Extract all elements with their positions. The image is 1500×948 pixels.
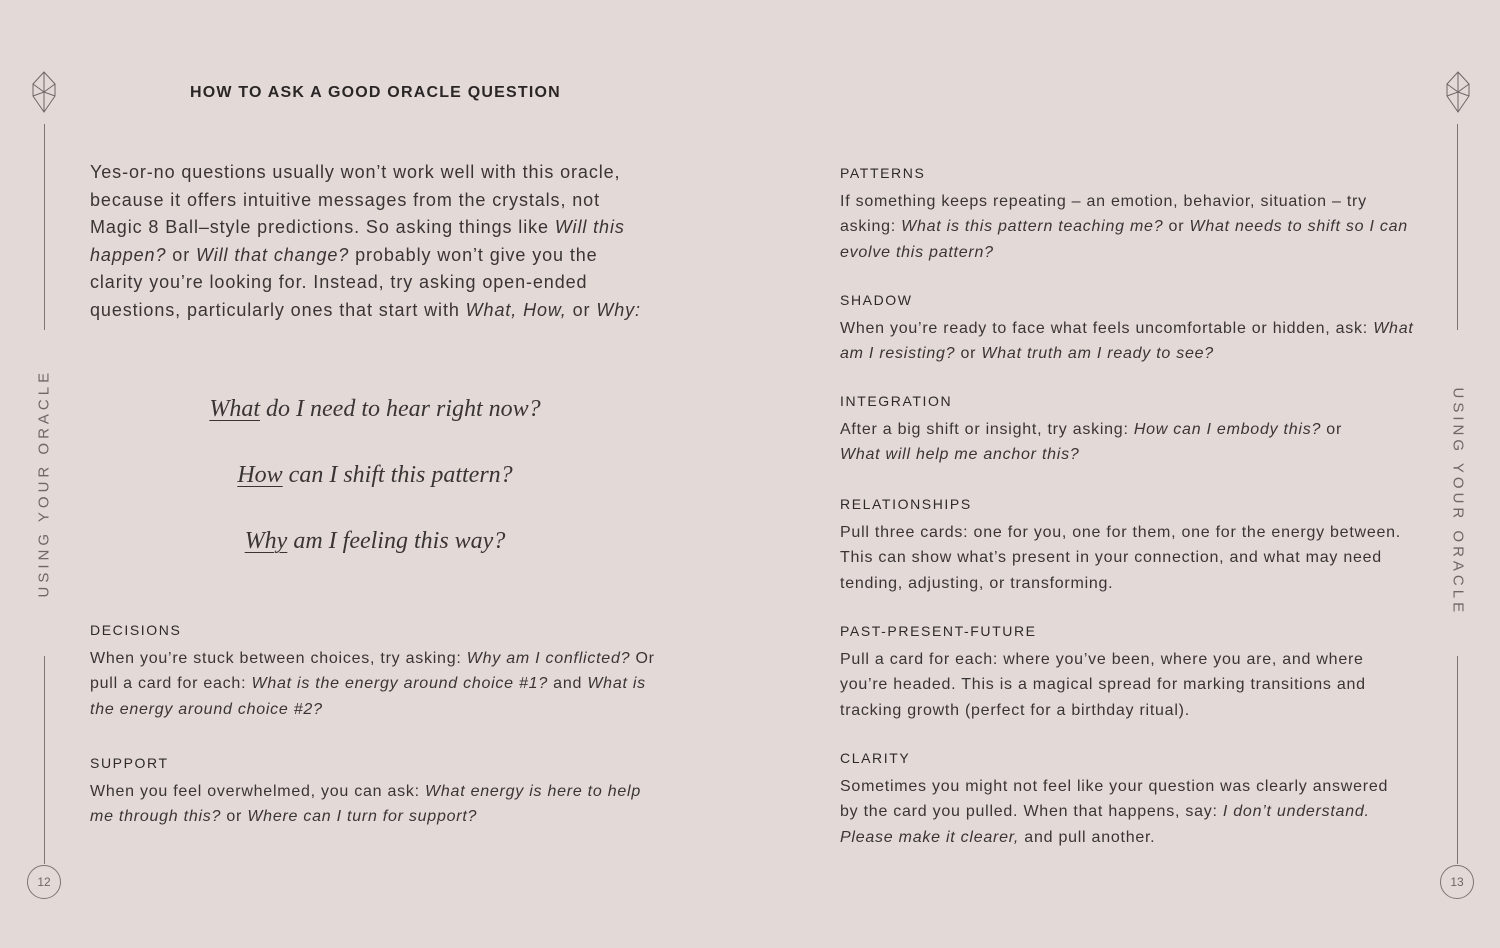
section-heading: PAST-PRESENT-FUTURE xyxy=(840,623,1037,639)
body-italic: Why am I conflicted? xyxy=(466,650,631,667)
section-clarity xyxy=(840,750,1400,850)
section-heading: INTEGRATION xyxy=(840,393,953,409)
body-text: Or pull a card for each: xyxy=(90,650,655,693)
intro-text: or xyxy=(166,244,196,265)
crystal-icon-right xyxy=(1444,70,1472,114)
section-heading: CLARITY xyxy=(840,750,911,766)
body-text: or xyxy=(955,345,982,363)
page-number-right: 13 xyxy=(1440,865,1474,899)
section-body xyxy=(840,417,1360,468)
sample-question xyxy=(90,528,660,555)
page-title: HOW TO ASK A GOOD ORACLE QUESTION xyxy=(190,84,561,101)
page-number-left: 12 xyxy=(27,865,61,899)
section-body xyxy=(840,647,1415,723)
body-text: or xyxy=(1321,421,1343,438)
body-text: After a big shift or insight, try asking: xyxy=(840,421,1134,438)
section-body xyxy=(840,520,1415,596)
body-text: or xyxy=(1163,218,1190,236)
body-text: Sometimes you might not feel like your question was clearly answered by the card you pulled. When that happens, say: xyxy=(840,778,1389,821)
question-text: am I feeling this way? xyxy=(287,528,506,554)
section-heading: PATTERNS xyxy=(840,165,926,181)
section-past-present-future xyxy=(840,623,1415,723)
section-body xyxy=(840,316,1415,367)
section-heading: RELATIONSHIPS xyxy=(840,496,972,512)
body-text: or xyxy=(221,808,248,826)
section-body xyxy=(840,189,1415,265)
question-keyword: Why xyxy=(244,528,288,554)
intro-italic: Will this happen? xyxy=(90,217,625,265)
intro-text: Yes-or-no questions usually won’t work well with this oracle, because it offers intuitive messages from the crystals, not Magic 8 Ball–style predictions. So asking things like xyxy=(90,162,621,237)
body-text: If something keeps repeating – an emotion, behavior, situation – try asking: xyxy=(840,193,1367,236)
sample-question xyxy=(90,462,660,489)
right-margin-line-top xyxy=(1457,124,1458,330)
section-decisions xyxy=(90,622,660,722)
right-margin-line-bottom xyxy=(1457,656,1458,864)
intro-text: probably won’t give you the clarity you’re looking for. Instead, try asking open-ended questions, particularly ones that start with xyxy=(90,244,598,320)
section-support xyxy=(90,755,660,830)
body-italic: Where can I turn for support? xyxy=(247,808,478,826)
body-text: and pull another. xyxy=(1019,828,1156,846)
intro-italic: Why: xyxy=(596,299,641,320)
question-text: can I shift this pattern? xyxy=(282,462,513,488)
body-text: When you’re stuck between choices, try asking: xyxy=(90,650,467,667)
body-text: When you’re ready to face what feels uncomfortable or hidden, ask: xyxy=(840,320,1374,337)
sample-question xyxy=(90,396,660,423)
left-side-label: USING YOUR ORACLE xyxy=(35,368,53,598)
section-patterns xyxy=(840,165,1415,265)
body-italic: What is this pattern teaching me? xyxy=(901,218,1164,236)
intro-paragraph xyxy=(90,159,650,324)
body-italic: What truth am I ready to see? xyxy=(981,345,1214,363)
crystal-icon-left xyxy=(30,70,58,114)
section-relationships xyxy=(840,496,1415,596)
body-italic: What will help me anchor this? xyxy=(840,446,1080,464)
body-italic: What am I resisting? xyxy=(840,320,1414,363)
body-text: Pull a card for each: where you’ve been, where you are, and where you’re headed. This is a magical spread for marking transitions and tracking growth (perfect for a birthday ritual). xyxy=(840,651,1366,719)
left-margin-line-bottom xyxy=(44,656,45,864)
question-keyword: How xyxy=(237,462,283,488)
body-italic: What needs to shift so I can evolve this pattern? xyxy=(840,218,1408,261)
body-italic: What energy is here to help me through this? xyxy=(90,783,641,826)
body-text: Pull three cards: one for you, one for them, one for the energy between. This can show what’s present in your connection, and what may need tending, adjusting, or transforming. xyxy=(840,524,1401,592)
section-body xyxy=(90,779,660,830)
body-italic: How can I embody this? xyxy=(1133,421,1322,438)
body-italic: I don’t understand. Please make it clearer, xyxy=(840,803,1370,846)
left-margin-line-top xyxy=(44,124,45,330)
section-integration xyxy=(840,393,1360,468)
body-text: When you feel overwhelmed, you can ask: xyxy=(90,783,426,800)
body-italic: What is the energy around choice #2? xyxy=(90,675,646,718)
body-text: and xyxy=(547,675,588,693)
section-heading: SUPPORT xyxy=(90,755,169,771)
section-shadow xyxy=(840,292,1415,367)
intro-italic: What, How, xyxy=(465,299,567,320)
body-italic: What is the energy around choice #1? xyxy=(251,675,548,693)
section-body xyxy=(90,646,660,722)
section-heading: DECISIONS xyxy=(90,622,182,638)
section-body xyxy=(840,774,1400,850)
intro-italic: Will that change? xyxy=(196,244,350,265)
right-side-label: USING YOUR ORACLE xyxy=(1449,387,1467,617)
intro-text: or xyxy=(566,299,597,320)
section-heading: SHADOW xyxy=(840,292,913,308)
question-text: do I need to hear right now? xyxy=(260,396,541,422)
question-keyword: What xyxy=(209,396,261,422)
